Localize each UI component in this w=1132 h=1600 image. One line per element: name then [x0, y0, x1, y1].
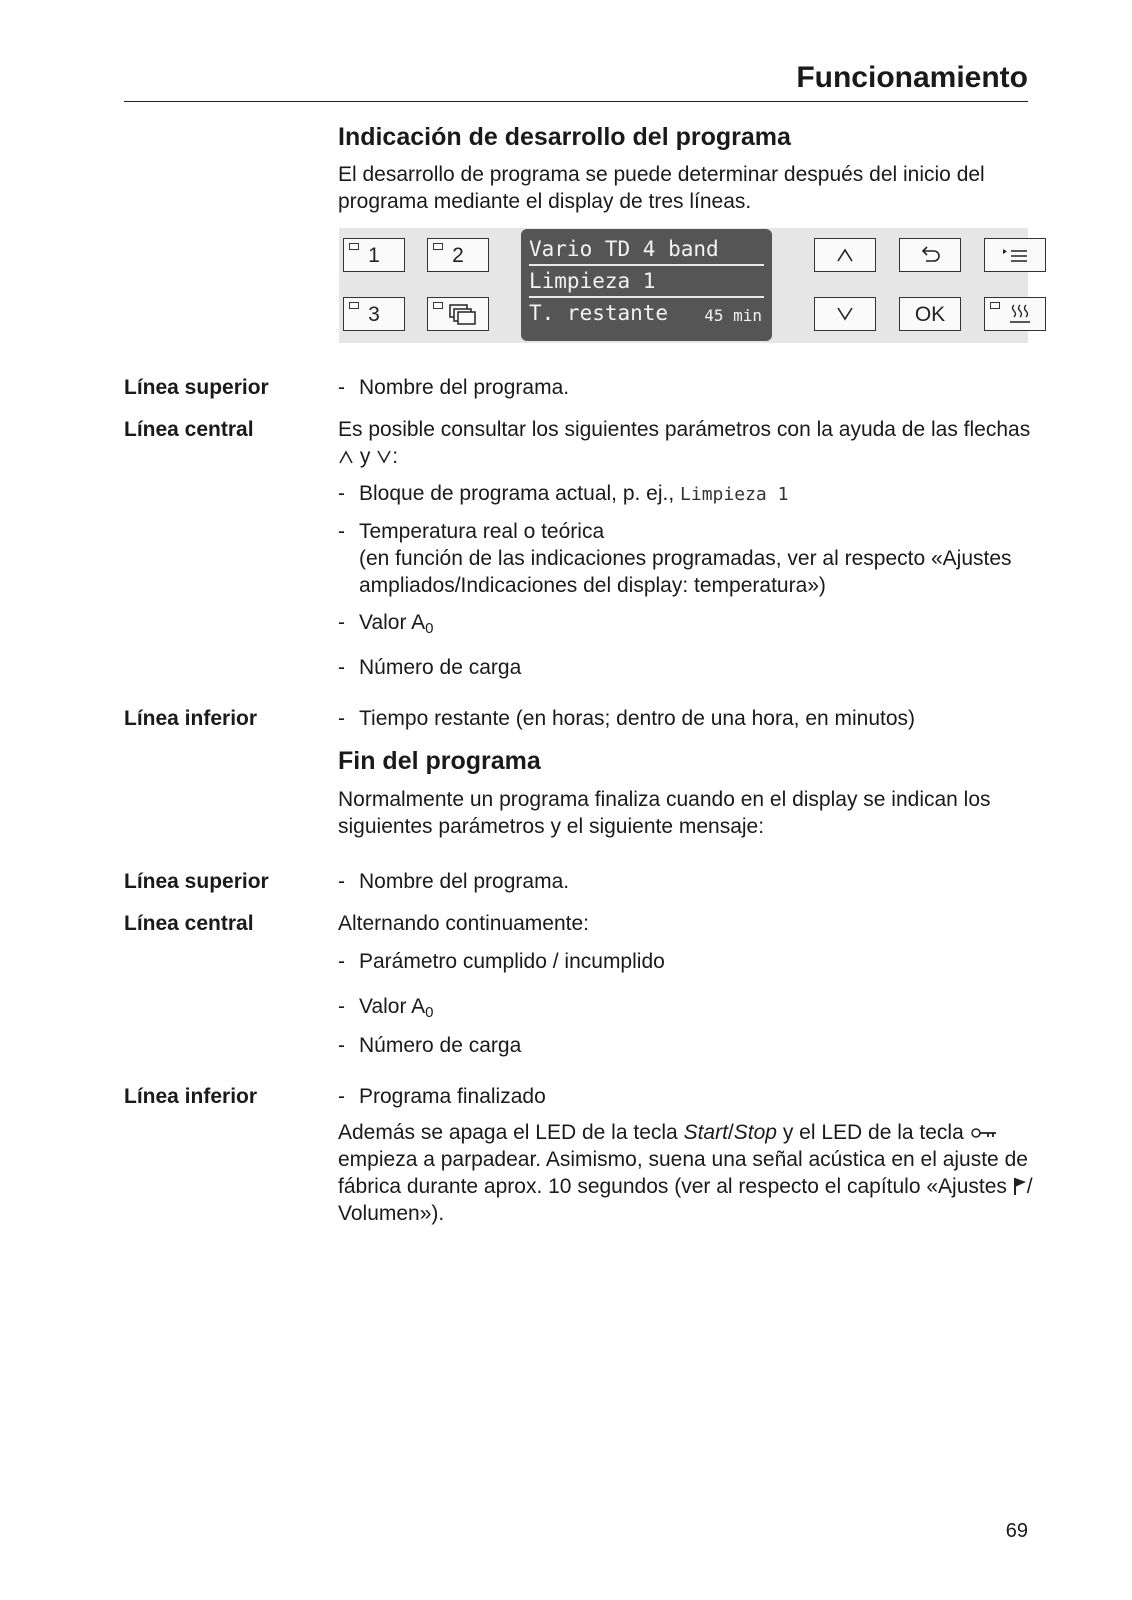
bullet-text: Parámetro cumplido / incumplido: [359, 950, 665, 973]
bullet-dash: -: [338, 707, 345, 730]
bullet-dash: -: [338, 482, 345, 505]
bullet-dash: -: [338, 995, 345, 1018]
arrow-down-icon: [376, 450, 392, 464]
drying-button[interactable]: [984, 297, 1046, 331]
bullet-dash: -: [338, 656, 345, 679]
closing-text: /: [727, 1121, 734, 1144]
central-line-intro: [338, 416, 1038, 470]
key-2[interactable]: [427, 238, 489, 272]
bullet-dash: -: [338, 1034, 345, 1057]
closing-paragraph: [338, 1119, 1038, 1227]
arrow-up-button[interactable]: [814, 238, 876, 272]
label-central-line-2: Línea central: [124, 912, 254, 935]
bullet-text: [359, 480, 1038, 508]
subscript: 0: [425, 620, 434, 637]
list-item: [338, 654, 1038, 681]
led-indicator: [433, 243, 443, 250]
bullet-text-part: Valor A: [359, 611, 426, 634]
start-key-name: Start: [683, 1121, 728, 1144]
led-indicator: [349, 302, 359, 309]
list-item: [338, 518, 1038, 599]
key-icon: [970, 1127, 998, 1139]
window-stack-icon: [448, 303, 478, 325]
bullet-text: Nombre del programa.: [359, 376, 570, 399]
page-number: 69: [1005, 1520, 1028, 1542]
header-rule: [124, 101, 1028, 102]
key-1-label: 1: [368, 243, 380, 267]
label-central-line-1: Línea central: [124, 418, 254, 441]
bullet-text: Número de carga: [359, 1034, 522, 1057]
led-indicator: [349, 243, 359, 250]
section-intro-program-progress: El desarrollo de programa se puede determinar después del inicio del programa mediante el display de tres líneas.: [338, 163, 985, 213]
list-item: [338, 948, 1038, 975]
bullet-text: [359, 993, 1038, 1020]
display-central-line: Limpieza 1: [529, 266, 764, 298]
closing-text: Además se apaga el LED de la tecla: [338, 1121, 678, 1144]
back-button[interactable]: [899, 238, 961, 272]
list-item: [338, 480, 1038, 508]
label-bottom-line-1: Línea inferior: [124, 707, 258, 730]
arrow-down-button[interactable]: [814, 297, 876, 331]
arrow-up-icon: [338, 450, 354, 464]
drying-icon: [1008, 303, 1032, 325]
key-2-label: 2: [452, 243, 464, 267]
bullet-dash: -: [338, 376, 345, 399]
bullet-text: [359, 609, 1038, 636]
bullet-text-detail: (en función de las indicaciones programadas, ver al respecto «Ajustes ampliados/Indicaciones del display: temperatura»): [359, 547, 1012, 597]
closing-text: y el LED de la tecla: [782, 1121, 964, 1144]
ok-button-label: OK: [914, 302, 946, 326]
list-item: [338, 374, 1038, 401]
central-line-intro-2: Alternando continuamente:: [338, 912, 590, 935]
bullet-dash: -: [338, 870, 345, 893]
bullet-dash: -: [338, 950, 345, 973]
key-3-label: 3: [368, 302, 380, 326]
central-intro-end: :: [392, 445, 399, 468]
bullet-text: Tiempo restante (en horas; dentro de una hora, en minutos): [359, 707, 916, 730]
arrow-up-icon: [835, 247, 855, 263]
label-top-line-1: Línea superior: [124, 376, 269, 399]
section-title-program-end: Fin del programa: [338, 747, 541, 775]
central-intro-and: y: [359, 445, 371, 468]
bullet-text: Temperatura real o teórica: [359, 520, 605, 543]
closing-text: / Volumen»).: [338, 1175, 1033, 1225]
stop-key-name: Stop: [733, 1121, 777, 1144]
key-3[interactable]: [343, 297, 405, 331]
ok-button[interactable]: [899, 297, 961, 331]
bullet-dash: -: [338, 520, 345, 543]
subscript: 0: [425, 1004, 434, 1021]
key-1[interactable]: [343, 238, 405, 272]
list-item: [338, 705, 1038, 732]
back-arrow-icon: [918, 246, 942, 264]
list-item: [338, 1083, 1038, 1110]
bullet-text-part: Bloque de programa actual, p. ej.,: [359, 482, 675, 505]
bullet-text: Programa finalizado: [359, 1085, 546, 1108]
central-intro-text: Es posible consultar los siguientes parámetros con la ayuda de las flechas: [338, 418, 1031, 441]
display-bottom-line: [529, 298, 764, 328]
list-item: [338, 609, 1038, 636]
section-title-program-progress: Indicación de desarrollo del programa: [338, 123, 791, 151]
flag-icon: [1013, 1177, 1027, 1195]
arrow-down-icon: [835, 306, 855, 322]
display-remaining-value: 45 min: [704, 306, 762, 325]
label-top-line-2: Línea superior: [124, 870, 269, 893]
key-window-stack[interactable]: [427, 297, 489, 331]
list-item: [338, 868, 1038, 895]
header-title: Funcionamiento: [796, 61, 1028, 94]
led-indicator: [990, 302, 1000, 309]
list-item: [338, 1032, 1038, 1059]
bullet-dash: -: [338, 611, 345, 634]
closing-text: empieza a parpadear. Asimismo, suena una señal acústica en el ajuste de fábrica durante aprox. 10 segundos (ver al respecto el capítulo «Ajustes: [338, 1148, 1028, 1198]
led-indicator: [433, 302, 443, 309]
bullet-text-part: Valor A: [359, 995, 426, 1018]
bullet-dash: -: [338, 1085, 345, 1108]
display-top-line: Vario TD 4 band: [529, 234, 764, 266]
display-example-text: Limpieza 1: [680, 484, 789, 505]
menu-button[interactable]: [984, 238, 1046, 272]
three-line-display: [521, 229, 772, 341]
label-bottom-line-2: Línea inferior: [124, 1085, 258, 1108]
list-item: [338, 993, 1038, 1020]
display-remaining-label: T. restante: [529, 301, 669, 325]
section-intro-program-end: Normalmente un programa finaliza cuando en el display se indican los siguientes parámetros y el siguiente mensaje:: [338, 788, 991, 838]
bullet-text: Número de carga: [359, 656, 522, 679]
menu-list-icon: [1000, 246, 1030, 264]
bullet-text: Nombre del programa.: [359, 870, 570, 893]
